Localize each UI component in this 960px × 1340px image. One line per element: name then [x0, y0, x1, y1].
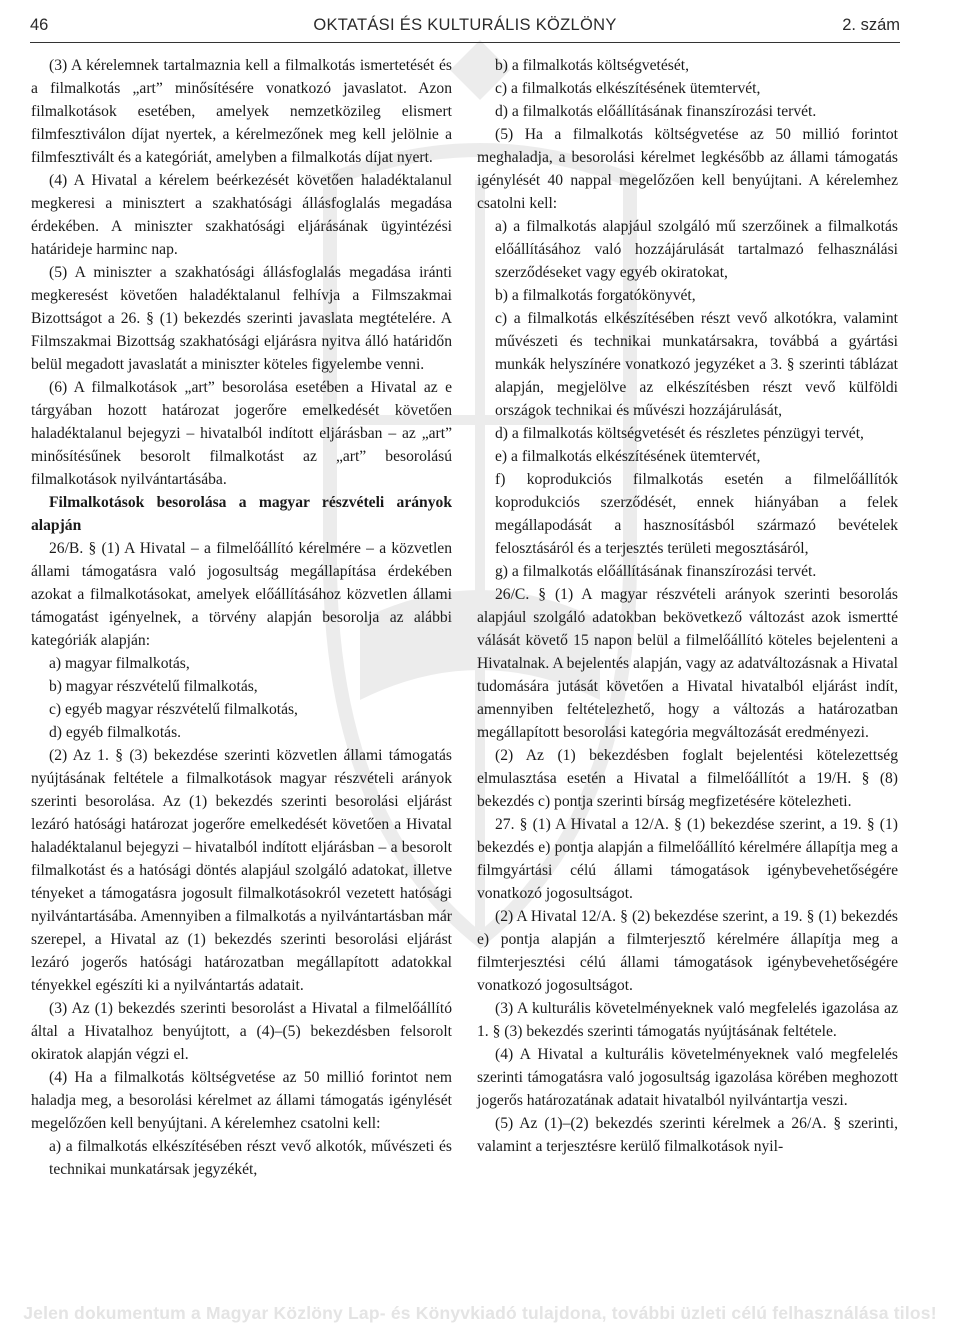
- header-rule: [30, 42, 900, 43]
- paragraph: (3) A kérelemnek tartalmaznia kell a filmalkotás ismertetését és a filmalkotás „art” minősítésére vonatkozó javaslatot. Azon filmalkotások esetében, amelyek nemzetközileg elismert filmfesztiválon díjat nyertek, a kérelmezőnek meg kell jelölnie a filmfesztivált és a kategóriát, amelyben a filmalkotás díjat nyert.: [31, 57, 452, 166]
- paragraph: (2) Az (1) bekezdésben foglalt bejelentési kötelezettség elmulasztása esetén a Hivatal a filmelőállítót a 19/H. § (8) bekezdés c) pontja szerinti bírság megfizetésére kötelezheti.: [477, 747, 898, 810]
- list-item: d) a filmalkotás előállításának finanszírozási tervét.: [495, 103, 817, 120]
- list-item: a) a filmalkotás elkészítésében részt vevő alkotók, művészeti és technikai munkatársak jegyzékét,: [49, 1138, 452, 1178]
- paragraph: (4) A Hivatal a kulturális követelményeknek való megfelelés szerinti támogatásra való jogosultság igazolása körében meghozott jogerős határozatának adatait hivatalból nyilvántartja veszi.: [477, 1046, 898, 1109]
- list-item: d) a filmalkotás költségvetését és részletes pénzügyi tervét,: [495, 425, 864, 442]
- list-item: g) a filmalkotás előállításának finanszírozási tervét.: [495, 563, 817, 580]
- left-column: [31, 54, 452, 1181]
- list-item: c) a filmalkotás elkészítésének ütemtervét,: [495, 80, 761, 97]
- paragraph: (5) Az (1)–(2) bekezdés szerinti kérelmek a 26/A. § szerinti, valamint a terjesztésre kerülő filmalkotások nyil-: [477, 1115, 898, 1155]
- paragraph: (6) A filmalkotások „art” besorolása esetében a Hivatal az e tárgyában hozott határozat jogerőre emelkedését követően haladéktalanul bejegyzi – hivatalból indított eljárásban – az „art” minősítésűnek besorolt filmalkotást az „art” besorolású filmalkotások nyilvántartásába.: [31, 379, 452, 488]
- paragraph: (5) Ha a filmalkotás költségvetése az 50 millió forintot meghaladja, a besorolási kérelmet legkésőbb az állami támogatás igénylését 40 nappal megelőzően kell benyújtani. A kérelemhez csatolni kell:: [477, 126, 898, 212]
- page-number: 46: [30, 16, 49, 34]
- list-item: d) egyéb filmalkotás.: [49, 724, 182, 741]
- paragraph: 27. § (1) A Hivatal a 12/A. § (1) bekezdése szerint, a 19. § (1) bekezdés e) pontja alapján a filmelőállító kérelmére állapítja meg a filmgyártási célú állami támogatások igénybevehetőségére vonatkozó jogosultságot.: [477, 816, 898, 902]
- paragraph: (3) A kulturális követelményeknek való megfelelés igazolása az 1. § (3) bekezdés szerinti támogatás nyújtásának feltétele.: [477, 1000, 898, 1040]
- list-item: c) a filmalkotás elkészítésében részt vevő alkotókra, valamint művészeti és technikai munkatársakra, továbbá a gyártási munkák helyszínére vonatkozó jegyzéket a 3. § szerinti táblázat alapján, megjelölve az elkészítésben részt vevő külföldi országok technikai és művészi hozzájárulását,: [495, 310, 898, 419]
- right-column: [477, 54, 898, 1158]
- list-item: b) a filmalkotás költségvetését,: [495, 57, 690, 74]
- section-heading: Filmalkotások besorolása a magyar részvételi arányok alapján: [31, 494, 452, 534]
- paragraph: (3) Az (1) bekezdés szerinti besorolást a Hivatal a filmelőállító által a Hivatalhoz benyújtott, a (4)–(5) bekezdésben felsorolt okiratok alapján végzi el.: [31, 1000, 452, 1063]
- paragraph: (2) Az 1. § (3) bekezdése szerinti közvetlen állami támogatás nyújtásának feltétele a filmalkotások magyar részvételi arányok szerinti besorolása. Az (1) bekezdés szerinti besorolási eljárást lezáró hatósági határozat jogerőre emelkedését követően a Hivatal haladéktalanul bejegyzi – hivatalból indított eljárásban – a besorolt filmalkotást és a hatósági döntés alapjául szolgáló adatokat, illetve tényeket a támogatásra jogosult filmalkotásokról vezetett hatósági nyilvántartásába. Amennyiben a filmalkotás a nyilvántartásban már szerepel, a Hivatal az (1) bekezdés szerinti besorolási eljárást lezáró jogerős hatósági határozatban megállapított adatokkal tényekkel egészíti ki a nyilvántartás adatait.: [31, 747, 452, 994]
- list-item: c) egyéb magyar részvételű filmalkotás,: [49, 701, 298, 718]
- page-header: [30, 16, 900, 42]
- paragraph: (5) A miniszter a szakhatósági állásfoglalás megadása iránti megkeresést követően haladéktalanul felhívja a Filmszakmai Bizottságot a 26. § (1) bekezdés szerinti javaslata megtételére. A Filmszakmai Bizottság szakhatósági eljárásra nyitva álló határidőn belül megadott javaslatát a miniszter köteles figyelembe venni.: [31, 264, 452, 373]
- paragraph: (2) A Hivatal 12/A. § (2) bekezdése szerint, a 19. § (1) bekezdés e) pontja alapján a filmterjesztő kérelmére állapítja meg a filmterjesztési célú állami támogatások igénybevehetőségére vonatkozó jogosultságot.: [477, 908, 898, 994]
- list-item: a) magyar filmalkotás,: [49, 655, 190, 672]
- list-item: f) koprodukciós filmalkotás esetén a filmelőállítók koprodukciós szerződését, ennek hiányában a felek megállapodását a hasznosításból származó bevételek felosztásáról és a terjesztés területi megosztásáról,: [495, 471, 898, 557]
- paragraph: (4) Ha a filmalkotás költségvetése az 50 millió forintot nem haladja meg, a besorolási kérelmet az állami támogatás igénylését megelőzően kell benyújtani. A kérelemhez csatolni kell:: [31, 1069, 452, 1132]
- paragraph: (4) A Hivatal a kérelem beérkezését követően haladéktalanul megkeresi a minisztert a szakhatósági állásfoglalás megadása érdekében. A miniszter szakhatósági eljárásának ügyintézési határideje harminc nap.: [31, 172, 452, 258]
- list-item: b) magyar részvételű filmalkotás,: [49, 678, 258, 695]
- list-item: a) a filmalkotás alapjául szolgáló mű szerzőinek a filmalkotás előállításához való hozzájárulását tartalmazó felhasználási szerződéseket vagy egyéb okiratokat,: [495, 218, 898, 281]
- list-item: e) a filmalkotás elkészítésének ütemtervét,: [495, 448, 761, 465]
- publication-title: OKTATÁSI ÉS KULTURÁLIS KÖZLÖNY: [313, 16, 617, 34]
- copyright-notice: Jelen dokumentum a Magyar Közlöny Lap- és Könyvkiadó tulajdona, további üzleti célú felhasználása tilos!: [23, 1303, 937, 1323]
- issue-number: 2. szám: [842, 16, 900, 34]
- paragraph: 26/C. § (1) A magyar részvételi arányok szerinti besorolás alapjául szolgáló adatokban bekövetkező változást azok ismertté válását követő 15 napon belül a filmelőállító köteles bejelenteni a Hivatalnak. A bejelentés alapján, vagy az adatváltozásnak a Hivatal tudomására jutását követően a Hivatal hivatalból eljárást indít, amennyiben feltételezhető, hogy a változás a határozatban megállapított besorolási kategória megváltozását eredményezi.: [477, 586, 898, 741]
- list-item: b) a filmalkotás forgatókönyvét,: [495, 287, 696, 304]
- paragraph: 26/B. § (1) A Hivatal – a filmelőállító kérelmére – a közvetlen állami támogatásra való jogosultság megállapítása érdekében azokat a filmalkotásokat, amelyek előállításához közvetlen állami támogatást igényelnek, a törvény alapján besorolja az alábbi kategóriák alapján:: [31, 540, 452, 649]
